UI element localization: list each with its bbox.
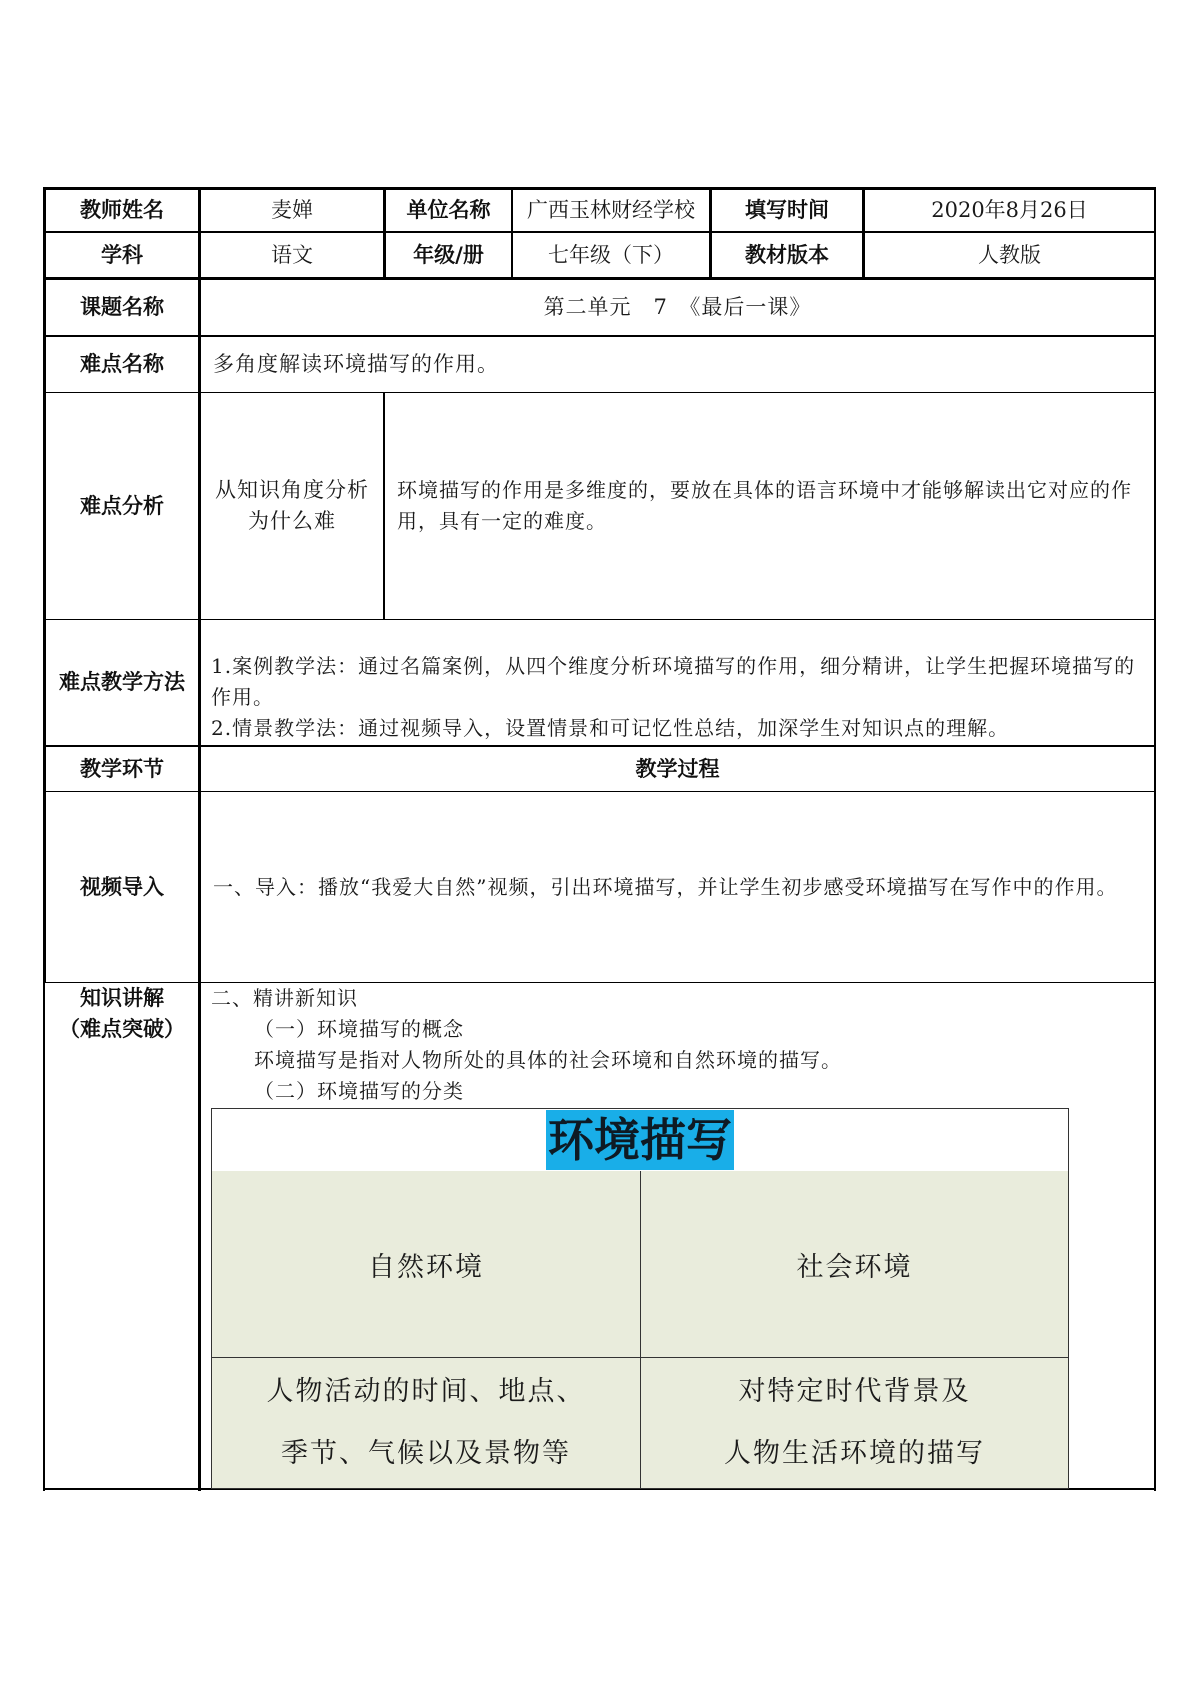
environment-classification-diagram bbox=[211, 1108, 1069, 1489]
social-environment-cell bbox=[641, 1171, 1068, 1358]
lesson-title-value: 第二单元 7 《最后一课》 bbox=[543, 295, 812, 319]
lesson-title-label: 课题名称 bbox=[80, 295, 164, 319]
knowledge-label-line2: （难点突破） bbox=[59, 1017, 185, 1041]
unit-name-value: 广西玉林财经学校 bbox=[527, 198, 695, 222]
row-divider bbox=[43, 982, 1156, 983]
difficulty-analysis-label: 难点分析 bbox=[80, 493, 164, 518]
natural-environment-cell bbox=[212, 1171, 641, 1358]
knowledge-label-line1: 知识讲解 bbox=[80, 986, 164, 1010]
knowledge-heading: 二、精讲新知识 bbox=[211, 986, 358, 1010]
unit-name-label: 单位名称 bbox=[406, 198, 491, 222]
analysis-sub-label-line2: 为什么难 bbox=[248, 509, 336, 533]
teaching-stage-header: 教学环节 bbox=[80, 756, 164, 781]
analysis-sub-label bbox=[201, 393, 383, 619]
social-environment-label: 社会环境 bbox=[796, 1251, 913, 1283]
teaching-method-item-2: 2.情景教学法：通过视频导入，设置情景和可记忆性总结，加深学生对知识点的理解。 bbox=[211, 716, 1010, 740]
knowledge-sub-heading-2: （二）环境描写的分类 bbox=[254, 1079, 464, 1103]
social-environment-desc-cell bbox=[641, 1358, 1068, 1488]
table-border-right bbox=[1154, 187, 1156, 1491]
social-environment-desc-line2: 人物生活环境的描写 bbox=[724, 1438, 985, 1469]
difficulty-name-value: 多角度解读环境描写的作用。 bbox=[213, 352, 499, 376]
natural-environment-label: 自然环境 bbox=[368, 1251, 484, 1283]
social-environment-desc-line1: 对特定时代背景及 bbox=[738, 1376, 971, 1407]
fill-date-value: 2020年8月26日 bbox=[931, 198, 1088, 222]
knowledge-sub-heading-1: （一）环境描写的概念 bbox=[254, 1017, 464, 1041]
knowledge-definition: 环境描写是指对人物所处的具体的社会环境和自然环境的描写。 bbox=[254, 1048, 842, 1072]
teacher-name-label: 教师姓名 bbox=[80, 198, 164, 222]
edition-value: 人教版 bbox=[978, 242, 1041, 267]
difficulty-name-label: 难点名称 bbox=[80, 352, 164, 376]
teaching-method-label: 难点教学方法 bbox=[59, 670, 185, 694]
fill-date-label: 填写时间 bbox=[745, 198, 829, 222]
analysis-text: 环境描写的作用是多维度的，要放在具体的语言环境中才能够解读出它对应的作用，具有一定的难度。 bbox=[397, 478, 1132, 533]
video-intro-label: 视频导入 bbox=[80, 874, 164, 899]
subject-value: 语文 bbox=[271, 242, 313, 267]
diagram-title-text: 环境描写 bbox=[546, 1110, 734, 1170]
row-divider bbox=[43, 619, 1156, 620]
diagram-title bbox=[212, 1109, 1068, 1172]
grade-value: 七年级（下） bbox=[548, 242, 674, 267]
grade-label: 年级/册 bbox=[413, 242, 484, 267]
teaching-process-header: 教学过程 bbox=[635, 756, 720, 781]
natural-environment-desc-line2: 季节、气候以及景物等 bbox=[281, 1438, 571, 1469]
natural-environment-desc-cell bbox=[212, 1358, 641, 1488]
subject-label: 学科 bbox=[101, 242, 143, 267]
teaching-method-item-1: 1.案例教学法：通过名篇案例，从四个维度分析环境描写的作用，细分精讲，让学生把握环境描写的作用。 bbox=[211, 654, 1136, 709]
teacher-name-value: 麦婵 bbox=[271, 198, 313, 222]
video-intro-text: 一、导入：播放“我爱大自然”视频，引出环境描写，并让学生初步感受环境描写在写作中的作用。 bbox=[213, 874, 1118, 899]
edition-label: 教材版本 bbox=[745, 242, 829, 267]
analysis-sub-label-line1: 从知识角度分析 bbox=[215, 478, 369, 502]
knowledge-label bbox=[46, 983, 198, 1045]
natural-environment-desc-line1: 人物活动的时间、地点、 bbox=[266, 1376, 586, 1407]
